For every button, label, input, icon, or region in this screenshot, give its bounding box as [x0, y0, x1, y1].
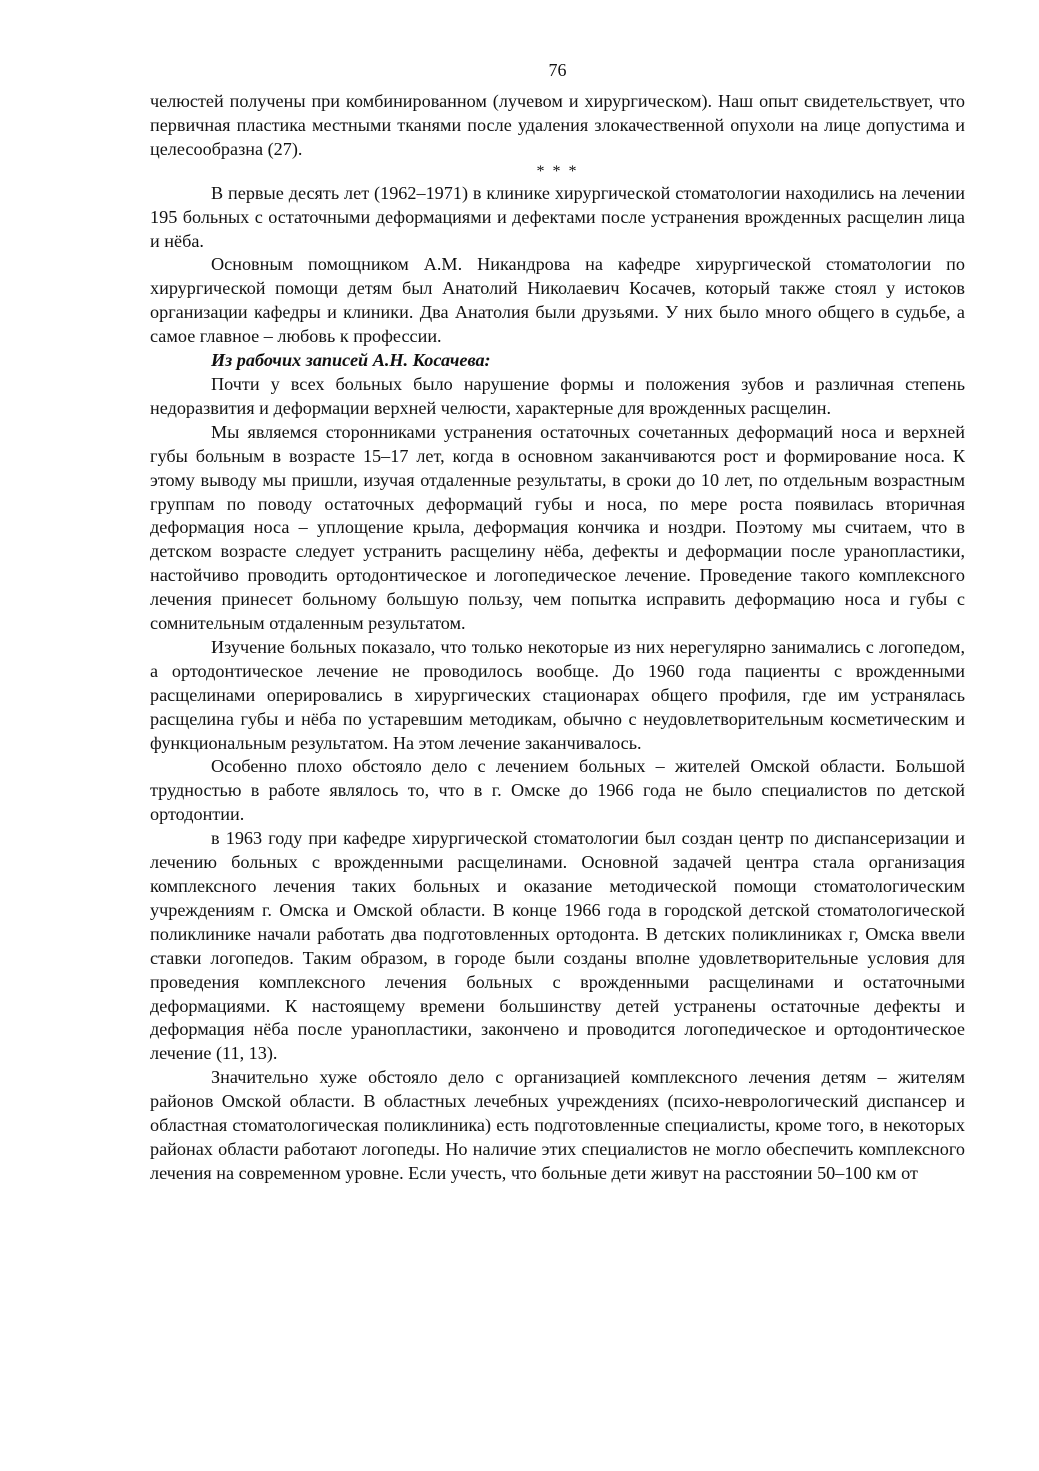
paragraph: в 1963 году при кафедре хирургической стоматологии был создан центр по диспансеризации и лечению больных с врожденными расщелинами. Основной задачей центра стала организация комплексного лечения таких больных и оказание методической помощи стоматологическим учреждениям г. Омска и Омской области. В конце 1966 года в городской детской стоматологической поликлинике начали работать два подготовленных ортодонта. В детских поликлиниках г, Омска ввели ставки логопедов. Таким образом, в городе были созданы вполне удовлетворительные условия для проведения комплексного лечения больных с врожденными расщелинами и остаточными деформациями. К настоящему времени большинству детей устранены остаточные дефекты и деформация нёба после уранопластики, закончено и проводится логопедическое и ортодонтическое лечение (11, 13). [150, 828, 965, 1064]
paragraph: челюстей получены при комбинированном (лучевом и хирургическом). Наш опыт свидетельствует, что первичная пластика местными тканями после удаления злокачественной опухоли на лице допустима и целесообразна (27). [150, 91, 965, 159]
page-number: 76 [548, 60, 567, 80]
section-separator: * * * [536, 162, 579, 180]
paragraph: Изучение больных показало, что только некоторые из них нерегулярно занимались с логопедом, а ортодонтическое лечение не проводилось вообще. До 1960 года пациенты с врожденными расщелинами оперировались в хирургических стационарах общего профиля, где им устранялась расщелина губы и нёба по устаревшим методикам, обычно с неудовлетворительным косметическим и функциональным результатом. На этом лечение заканчивалось. [150, 636, 965, 753]
paragraph: Особенно плохо обстояло дело с лечением больных – жителей Омской области. Большой трудностью в работе являлось то, что в г. Омске до 1966 года не было специалистов по детской ортодонтии. [150, 756, 965, 825]
subheading: Из рабочих записей А.Н. Косачева: [211, 350, 491, 371]
paragraph: Мы являемся сторонниками устранения остаточных сочетанных деформаций носа и верхней губы больным в возрасте 15–17 лет, когда в основном заканчиваются рост и формирование носа. К этому выводу мы пришли, изучая отдаленные результаты, в сроки до 10 лет, по отдельным возрастным группам по поводу остаточных деформаций губы и носа, по мере роста появилась вторичная деформация носа – уплощение крыла, деформация кончика и ноздри. Поэтому мы считаем, что в детском возрасте следует устранить расщелину нёба, дефекты и деформации после уранопластики, настойчиво проводить ортодонтическое и логопедическое лечение. Проведение такого комплексного лечения принесет больному большую пользу, чем попытка исправить деформацию носа и губы с сомнительным отдаленным результатом. [150, 421, 965, 634]
document-page [150, 58, 965, 1186]
paragraph: В первые десять лет (1962–1971) в клинике хирургической стоматологии находились на лечении 195 больных с остаточными деформациями и дефектами после устранения врожденных расщелин лица и нёба. [150, 182, 965, 251]
paragraph: Почти у всех больных было нарушение формы и положения зубов и различная степень недоразвития и деформации верхней челюсти, характерные для врожденных расщелин. [150, 373, 965, 418]
paragraph: Основным помощником А.М. Никандрова на кафедре хирургической стоматологии по хирургической помощи детям был Анатолий Николаевич Косачев, который также стоял у истоков организации кафедры и клиники. Два Анатолия были друзьями. У них было много общего в судьбе, а самое главное – любовь к профессии. [150, 254, 965, 347]
paragraph: Значительно хуже обстояло дело с организацией комплексного лечения детям – жителям районов Омской области. В областных лечебных учреждениях (психо-неврологический диспансер и областная стоматологическая поликлиника) есть подготовленные специалисты, кроме того, в некоторых районах области работают логопеды. Но наличие этих специалистов не могло обеспечить комплексного лечения на современном уровне. Если учесть, что больные дети живут на расстоянии 50–100 км от [150, 1067, 965, 1183]
